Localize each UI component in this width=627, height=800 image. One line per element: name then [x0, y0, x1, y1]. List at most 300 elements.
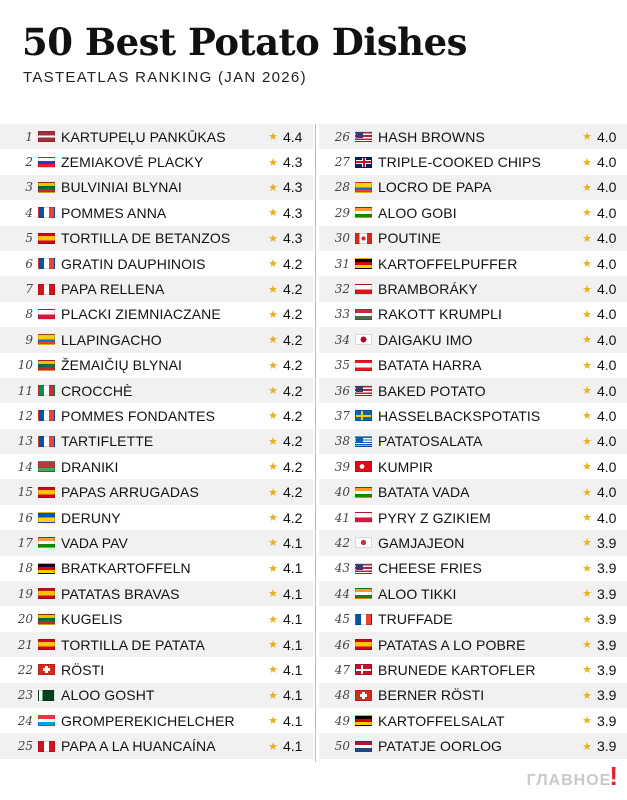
page-subtitle: TASTEATLAS RANKING (JAN 2026)	[23, 69, 307, 86]
rank-number: 9	[25, 332, 33, 347]
dish-name: KARTOFFELSALAT	[378, 712, 505, 729]
star-icon: ★	[582, 688, 592, 702]
dish-name: KUGELIS	[61, 611, 123, 628]
ranking-row	[0, 683, 313, 708]
dish-name: HASSELBACKSPOTATIS	[378, 407, 541, 424]
rank-number: 33	[334, 307, 350, 322]
rank-number: 16	[17, 510, 33, 525]
rank-number: 3	[25, 180, 33, 195]
rating-score: 4.0	[597, 458, 617, 475]
dish-name: TORTILLA DE BETANZOS	[61, 230, 231, 247]
rank-number: 45	[334, 612, 350, 627]
dish-name: ALOO TIKKI	[378, 585, 457, 602]
ranking-row	[0, 505, 313, 530]
ranking-row	[0, 175, 313, 200]
dish-name: PATATAS A LO POBRE	[378, 636, 526, 653]
rank-number: 11	[17, 383, 33, 398]
star-icon: ★	[582, 384, 592, 398]
rank-number: 29	[334, 205, 350, 220]
rank-number: 2	[25, 155, 33, 170]
rank-number: 42	[334, 535, 350, 550]
dish-name: DAIGAKU IMO	[378, 331, 473, 348]
rank-number: 43	[334, 561, 350, 576]
dish-name: ZEMIAKOVÉ PLACKY	[61, 154, 204, 171]
dish-name: RAKOTT KRUMPLI	[378, 306, 503, 323]
ranking-row	[0, 530, 313, 555]
rating-score: 4.0	[597, 306, 617, 323]
star-icon: ★	[268, 612, 278, 626]
flag-india-icon	[355, 487, 372, 498]
flag-slovakia-icon	[38, 157, 55, 168]
dish-name: TRUFFADE	[378, 611, 453, 628]
flag-india-icon	[38, 537, 55, 548]
rank-number: 4	[25, 205, 33, 220]
dish-name: PATATAS BRAVAS	[61, 585, 180, 602]
star-icon: ★	[268, 638, 278, 651]
flag-lebanon-icon	[355, 360, 372, 371]
ranking-row	[0, 479, 313, 504]
ranking-row	[0, 733, 313, 758]
dish-name: BATATA VADA	[378, 484, 470, 501]
star-icon: ★	[268, 358, 278, 372]
star-icon: ★	[268, 307, 278, 321]
star-icon: ★	[268, 460, 278, 474]
rating-score: 3.9	[597, 687, 617, 704]
ranking-row	[0, 454, 313, 479]
watermark-text: ГЛАВНОЕ	[526, 772, 612, 789]
flag-usa-icon	[355, 563, 372, 574]
ranking-row	[0, 251, 313, 276]
flag-sweden-icon	[355, 410, 372, 421]
star-icon: ★	[582, 206, 592, 220]
rank-number: 48	[334, 688, 350, 703]
ranking-row	[319, 581, 627, 606]
ranking-row	[0, 149, 313, 174]
rank-number: 32	[334, 282, 350, 297]
ranking-row	[319, 505, 627, 530]
flag-luxembourg-icon	[38, 715, 55, 726]
dish-name: POUTINE	[378, 230, 441, 247]
dish-name: PLACKI ZIEMNIACZANE	[61, 306, 221, 323]
ranking-row	[319, 200, 627, 225]
star-icon: ★	[582, 434, 592, 448]
flag-pakistan-icon	[38, 690, 55, 701]
ranking-row	[319, 632, 627, 657]
rating-score: 4.2	[283, 407, 303, 424]
rating-score: 4.0	[597, 204, 617, 221]
star-icon: ★	[268, 587, 278, 601]
rating-score: 4.3	[283, 204, 303, 221]
rating-score: 4.0	[597, 154, 617, 171]
flag-india-icon	[355, 207, 372, 218]
ranking-row	[319, 302, 627, 327]
rating-score: 3.9	[597, 585, 617, 602]
rank-number: 13	[17, 434, 33, 449]
star-icon: ★	[268, 180, 278, 194]
rank-number: 14	[17, 459, 33, 474]
flag-switzerland-icon	[355, 690, 372, 701]
rank-number: 25	[17, 739, 33, 754]
star-icon: ★	[268, 155, 278, 169]
flag-turkey-icon	[355, 461, 372, 472]
star-icon: ★	[268, 511, 278, 525]
flag-switzerland-icon	[38, 664, 55, 675]
dish-name: LLAPINGACHO	[61, 331, 162, 348]
flag-latvia-icon	[38, 131, 55, 142]
watermark-logo	[527, 761, 619, 792]
ranking-column-left	[0, 124, 313, 759]
ranking-row	[319, 124, 627, 149]
flag-poland-icon	[38, 309, 55, 320]
flag-france-icon	[38, 436, 55, 447]
star-icon: ★	[582, 485, 592, 499]
rank-number: 38	[334, 434, 350, 449]
ranking-row	[319, 403, 627, 428]
dish-name: PATATOSALATA	[378, 433, 483, 450]
rank-number: 31	[334, 256, 350, 271]
dish-name: BATATA HARRA	[378, 357, 482, 374]
dish-name: HASH BROWNS	[378, 128, 485, 145]
rating-score: 3.9	[597, 661, 617, 678]
rating-score: 3.9	[597, 712, 617, 729]
star-icon: ★	[582, 561, 592, 575]
star-icon: ★	[268, 739, 278, 753]
rating-score: 4.3	[283, 230, 303, 247]
flag-south-korea-icon	[355, 537, 372, 548]
star-icon: ★	[582, 460, 592, 474]
rating-score: 4.2	[283, 255, 303, 272]
flag-peru-icon	[38, 741, 55, 752]
rating-score: 3.9	[597, 560, 617, 577]
ranking-row	[319, 708, 627, 733]
ranking-row	[319, 378, 627, 403]
ranking-row	[0, 353, 313, 378]
star-icon: ★	[582, 714, 592, 728]
star-icon: ★	[582, 612, 592, 626]
star-icon: ★	[582, 231, 592, 245]
star-icon: ★	[582, 663, 592, 677]
flag-canada-icon	[355, 233, 372, 244]
flag-germany-icon	[38, 563, 55, 574]
ranking-row	[0, 708, 313, 733]
ranking-row	[319, 454, 627, 479]
star-icon: ★	[268, 714, 278, 728]
dish-name: PAPA RELLENA	[61, 281, 165, 298]
flag-usa-icon	[355, 131, 372, 142]
flag-france-icon	[38, 258, 55, 269]
star-icon: ★	[268, 434, 278, 448]
star-icon: ★	[582, 307, 592, 321]
ranking-row	[319, 683, 627, 708]
dish-name: BRUNEDE KARTOFLER	[378, 661, 536, 678]
flag-spain-icon	[38, 639, 55, 650]
ranking-row	[319, 657, 627, 682]
star-icon: ★	[582, 333, 592, 347]
rating-score: 4.1	[283, 534, 303, 551]
ranking-column-right	[319, 124, 627, 759]
dish-name: CHEESE FRIES	[378, 560, 482, 577]
rank-number: 37	[334, 408, 350, 423]
star-icon: ★	[582, 282, 592, 296]
rank-number: 26	[334, 129, 350, 144]
rank-number: 20	[17, 612, 33, 627]
ranking-row	[0, 403, 313, 428]
ranking-row	[0, 581, 313, 606]
star-icon: ★	[582, 358, 592, 372]
rating-score: 4.0	[597, 128, 617, 145]
rating-score: 4.2	[283, 331, 303, 348]
rating-score: 4.0	[597, 230, 617, 247]
rating-score: 4.0	[597, 255, 617, 272]
star-icon: ★	[582, 739, 592, 753]
ranking-row	[0, 632, 313, 657]
rank-number: 18	[17, 561, 33, 576]
ranking-row	[319, 556, 627, 581]
ranking-row	[319, 733, 627, 758]
rank-number: 19	[17, 586, 33, 601]
dish-name: GROMPEREKICHELCHER	[61, 712, 235, 729]
flag-ecuador-icon	[355, 182, 372, 193]
dish-name: TARTIFLETTE	[61, 433, 154, 450]
rank-number: 40	[334, 485, 350, 500]
dish-name: GAMJAJEON	[378, 534, 465, 551]
star-icon: ★	[268, 206, 278, 220]
rating-score: 4.0	[597, 484, 617, 501]
flag-germany-icon	[355, 715, 372, 726]
rating-score: 4.2	[283, 484, 303, 501]
ranking-row	[319, 479, 627, 504]
rank-number: 12	[17, 408, 33, 423]
rating-score: 4.0	[597, 433, 617, 450]
flag-greece-icon	[355, 436, 372, 447]
dish-name: ALOO GOSHT	[61, 687, 155, 704]
rank-number: 17	[17, 535, 33, 550]
ranking-row	[319, 530, 627, 555]
rank-number: 30	[334, 231, 350, 246]
dish-name: DRANIKI	[61, 458, 119, 475]
rating-score: 3.9	[597, 636, 617, 653]
flag-uk-icon	[355, 157, 372, 168]
star-icon: ★	[582, 409, 592, 423]
flag-india-icon	[355, 588, 372, 599]
page-title: 50 Best Potato Dishes	[22, 20, 467, 64]
rank-number: 5	[25, 231, 33, 246]
rating-score: 4.1	[283, 738, 303, 755]
flag-netherlands-icon	[355, 741, 372, 752]
rating-score: 4.0	[597, 281, 617, 298]
star-icon: ★	[582, 130, 592, 144]
rating-score: 4.1	[283, 712, 303, 729]
rank-number: 35	[334, 358, 350, 373]
flag-usa-icon	[355, 385, 372, 396]
rank-number: 46	[334, 637, 350, 652]
rank-number: 23	[17, 688, 33, 703]
star-icon: ★	[268, 536, 278, 550]
rank-number: 44	[334, 586, 350, 601]
dish-name: KARTUPEĻU PANKŪKAS	[61, 128, 226, 145]
star-icon: ★	[268, 130, 278, 144]
flag-denmark-icon	[355, 664, 372, 675]
rank-number: 34	[334, 332, 350, 347]
dish-name: RÖSTI	[61, 661, 105, 678]
dish-name: BERNER RÖSTI	[378, 687, 485, 704]
rank-number: 49	[334, 713, 350, 728]
dish-name: BULVINIAI BLYNAI	[61, 179, 182, 196]
flag-czechia-icon	[355, 284, 372, 295]
ranking-row	[0, 378, 313, 403]
dish-name: ALOO GOBI	[378, 204, 457, 221]
rank-number: 50	[334, 739, 350, 754]
star-icon: ★	[268, 257, 278, 271]
rating-score: 4.0	[597, 382, 617, 399]
rating-score: 4.2	[283, 433, 303, 450]
rating-score: 4.1	[283, 611, 303, 628]
flag-france-icon	[355, 614, 372, 625]
flag-japan-icon	[355, 334, 372, 345]
dish-name: BRATKARTOFFELN	[61, 560, 191, 577]
rating-score: 4.0	[597, 331, 617, 348]
star-icon: ★	[268, 333, 278, 347]
dish-name: BAKED POTATO	[378, 382, 486, 399]
flag-poland-icon	[355, 512, 372, 523]
flag-ukraine-icon	[38, 512, 55, 523]
dish-name: PAPAS ARRUGADAS	[61, 484, 199, 501]
rating-score: 3.9	[597, 611, 617, 628]
ranking-row	[319, 429, 627, 454]
dish-name: LOCRO DE PAPA	[378, 179, 492, 196]
rank-number: 27	[334, 155, 350, 170]
ranking-row	[0, 657, 313, 682]
dish-name: VADA PAV	[61, 534, 128, 551]
ranking-row	[0, 200, 313, 225]
ranking-row	[319, 175, 627, 200]
star-icon: ★	[268, 561, 278, 575]
star-icon: ★	[582, 180, 592, 194]
flag-germany-icon	[355, 258, 372, 269]
flag-lithuania-icon	[38, 360, 55, 371]
flag-spain-icon	[38, 588, 55, 599]
dish-name: KUMPIR	[378, 458, 434, 475]
rating-score: 4.0	[597, 179, 617, 196]
flag-lithuania-icon	[38, 614, 55, 625]
rating-score: 4.1	[283, 560, 303, 577]
star-icon: ★	[268, 688, 278, 702]
rating-score: 4.2	[283, 306, 303, 323]
dish-name: PAPA A LA HUANCAÍNA	[61, 738, 216, 755]
rating-score: 4.4	[283, 128, 303, 145]
rating-score: 4.1	[283, 585, 303, 602]
dish-name: GRATIN DAUPHINOIS	[61, 255, 206, 272]
flag-france-icon	[38, 410, 55, 421]
rating-score: 4.2	[283, 281, 303, 298]
rank-number: 8	[25, 307, 33, 322]
star-icon: ★	[582, 536, 592, 550]
rating-score: 4.0	[597, 407, 617, 424]
dish-name: POMMES ANNA	[61, 204, 167, 221]
dish-name: ŽEMAIČIŲ BLYNAI	[61, 357, 183, 374]
rating-score: 4.1	[283, 661, 303, 678]
star-icon: ★	[582, 511, 592, 525]
ranking-row	[319, 353, 627, 378]
ranking-row	[319, 327, 627, 352]
rating-score: 3.9	[597, 738, 617, 755]
rank-number: 24	[17, 713, 33, 728]
dish-name: TORTILLA DE PATATA	[61, 636, 205, 653]
rank-number: 6	[25, 256, 33, 271]
star-icon: ★	[268, 409, 278, 423]
ranking-row	[0, 606, 313, 631]
rank-number: 28	[334, 180, 350, 195]
ranking-row	[0, 327, 313, 352]
rating-score: 4.1	[283, 687, 303, 704]
dish-name: POMMES FONDANTES	[61, 407, 216, 424]
ranking-row	[319, 251, 627, 276]
rating-score: 4.2	[283, 458, 303, 475]
rating-score: 4.2	[283, 357, 303, 374]
rating-score: 4.2	[283, 382, 303, 399]
ranking-row	[0, 226, 313, 251]
ranking-row	[319, 276, 627, 301]
ranking-row	[0, 302, 313, 327]
ranking-row	[319, 606, 627, 631]
flag-italy-icon	[38, 385, 55, 396]
rank-number: 10	[17, 358, 33, 373]
flag-peru-icon	[38, 284, 55, 295]
rank-number: 39	[334, 459, 350, 474]
star-icon: ★	[582, 155, 592, 169]
flag-spain-icon	[38, 487, 55, 498]
rating-score: 4.0	[597, 357, 617, 374]
flag-spain-icon	[355, 639, 372, 650]
ranking-row	[319, 149, 627, 174]
rating-score: 4.1	[283, 636, 303, 653]
dish-name: BRAMBORÁKY	[378, 281, 478, 298]
dish-name: KARTOFFELPUFFER	[378, 255, 518, 272]
star-icon: ★	[268, 282, 278, 296]
rating-score: 3.9	[597, 534, 617, 551]
star-icon: ★	[582, 257, 592, 271]
ranking-row	[0, 124, 313, 149]
flag-france-icon	[38, 207, 55, 218]
star-icon: ★	[268, 485, 278, 499]
rank-number: 22	[17, 662, 33, 677]
watermark-mark: !	[609, 761, 619, 791]
star-icon: ★	[268, 384, 278, 398]
rating-score: 4.3	[283, 154, 303, 171]
dish-name: DERUNY	[61, 509, 121, 526]
dish-name: PATATJE OORLOG	[378, 738, 503, 755]
flag-hungary-icon	[355, 309, 372, 320]
flag-spain-icon	[38, 233, 55, 244]
flag-belarus-icon	[38, 461, 55, 472]
star-icon: ★	[582, 587, 592, 601]
ranking-row	[319, 226, 627, 251]
dish-name: CROCCHÈ	[61, 382, 133, 399]
star-icon: ★	[268, 231, 278, 245]
rank-number: 41	[334, 510, 350, 525]
rank-number: 15	[17, 485, 33, 500]
rank-number: 7	[25, 282, 33, 297]
rating-score: 4.0	[597, 509, 617, 526]
flag-lithuania-icon	[38, 182, 55, 193]
ranking-row	[0, 429, 313, 454]
dish-name: TRIPLE-COOKED CHIPS	[378, 154, 541, 171]
flag-ecuador-icon	[38, 334, 55, 345]
ranking-row	[0, 556, 313, 581]
rank-number: 36	[334, 383, 350, 398]
rating-score: 4.3	[283, 179, 303, 196]
ranking-row	[0, 276, 313, 301]
